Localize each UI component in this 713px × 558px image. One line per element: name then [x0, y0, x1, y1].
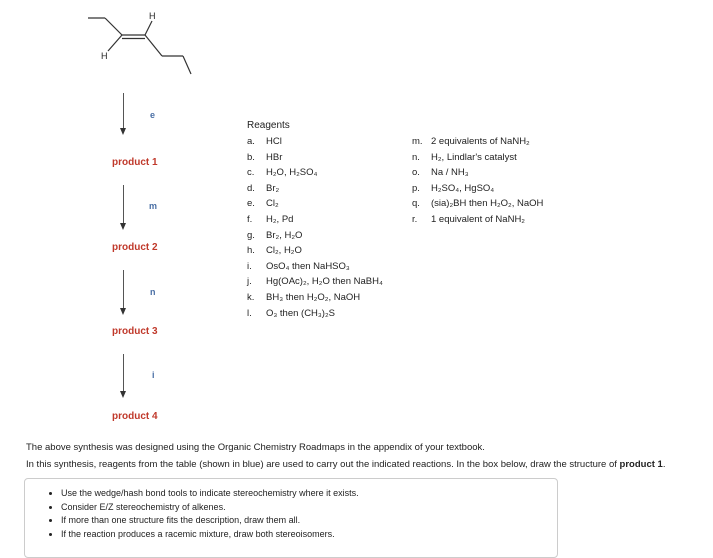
reaction-arrow-1 — [123, 93, 124, 129]
reagent-l: l. O₃ then (CH₃)₂S — [247, 307, 335, 319]
intro-line-2: In this synthesis, reagents from the table (shown in blue) are used to carry out the indicated reactions. In the box below, draw the structure of product 1. — [26, 459, 666, 470]
instruction-item: • Consider E/Z stereochemistry of alkenes. — [61, 501, 557, 515]
reagent-d: d. Br₂ — [247, 182, 280, 194]
reagent-r: r. 1 equivalent of NaNH₂ — [412, 213, 525, 225]
product-3-label: product 3 — [112, 326, 158, 337]
instruction-item: • If more than one structure fits the description, draw them all. — [61, 514, 557, 528]
product-2-label: product 2 — [112, 242, 158, 253]
reaction-arrowhead-2 — [120, 223, 126, 230]
product-1-emphasis: product 1 — [619, 459, 663, 470]
instruction-item: • If the reaction produces a racemic mixture, draw both stereoisomers. — [61, 528, 557, 542]
reagent-m: m. 2 equivalents of NaNH₂ — [412, 136, 530, 147]
reaction-arrow-4 — [123, 354, 124, 391]
starting-alkene-structure — [0, 0, 713, 90]
reagent-n: n. H₂, Lindlar's catalyst — [412, 151, 517, 163]
reagent-j: j. Hg(OAc)₂, H₂O then NaBH₄ — [247, 276, 383, 288]
product-1-label: product 1 — [112, 157, 158, 168]
reaction-arrow-2 — [123, 185, 124, 223]
reaction-arrowhead-3 — [120, 308, 126, 315]
reagents-title: Reagents — [247, 120, 290, 131]
instruction-item: • Use the wedge/hash bond tools to indicate stereochemistry where it exists. — [61, 487, 557, 501]
reagent-h: h. Cl₂, H₂O — [247, 245, 302, 257]
product-4-label: product 4 — [112, 411, 158, 422]
reagent-a: a. HCl — [247, 136, 282, 147]
reagent-g: g. Br₂, H₂O — [247, 229, 303, 241]
bond-c4-h — [145, 21, 152, 35]
atom-h-left: H — [101, 51, 108, 61]
reagent-b: b. HBr — [247, 151, 283, 163]
reagent-c: c. H₂O, H₂SO₄ — [247, 167, 318, 179]
step-reagent-4: i — [152, 370, 155, 380]
reaction-arrow-3 — [123, 270, 124, 308]
reagent-o: o. Na / NH₃ — [412, 167, 469, 179]
reagents-list-left — [247, 134, 383, 321]
reagent-i: i. OsO₄ then NaHSO₃ — [247, 260, 350, 272]
reaction-arrowhead-1 — [120, 128, 126, 135]
reagent-f: f. H₂, Pd — [247, 213, 294, 225]
bond-c4-c5 — [145, 35, 162, 56]
reaction-arrowhead-4 — [120, 391, 126, 398]
reagent-q: q. (sia)₂BH then H₂O₂, NaOH — [412, 198, 544, 210]
reagent-p: p. H₂SO₄, HgSO₄ — [412, 182, 495, 194]
atom-h-top: H — [149, 11, 156, 21]
bond-c2-c3 — [105, 18, 122, 35]
instruction-list — [25, 479, 557, 541]
reagent-e: e. Cl₂ — [247, 198, 279, 210]
step-reagent-3: n — [150, 287, 156, 297]
step-reagent-2: m — [149, 201, 158, 211]
instruction-box — [24, 478, 558, 558]
reagent-k: k. BH₃ then H₂O₂, NaOH — [247, 291, 361, 303]
intro-line-1: The above synthesis was designed using the Organic Chemistry Roadmaps in the appendix of your textbook. — [26, 442, 485, 453]
step-reagent-1: e — [150, 110, 156, 120]
bond-c6-c7 — [183, 56, 191, 74]
bond-c3-h — [108, 35, 122, 51]
reagents-list-right — [412, 134, 543, 228]
